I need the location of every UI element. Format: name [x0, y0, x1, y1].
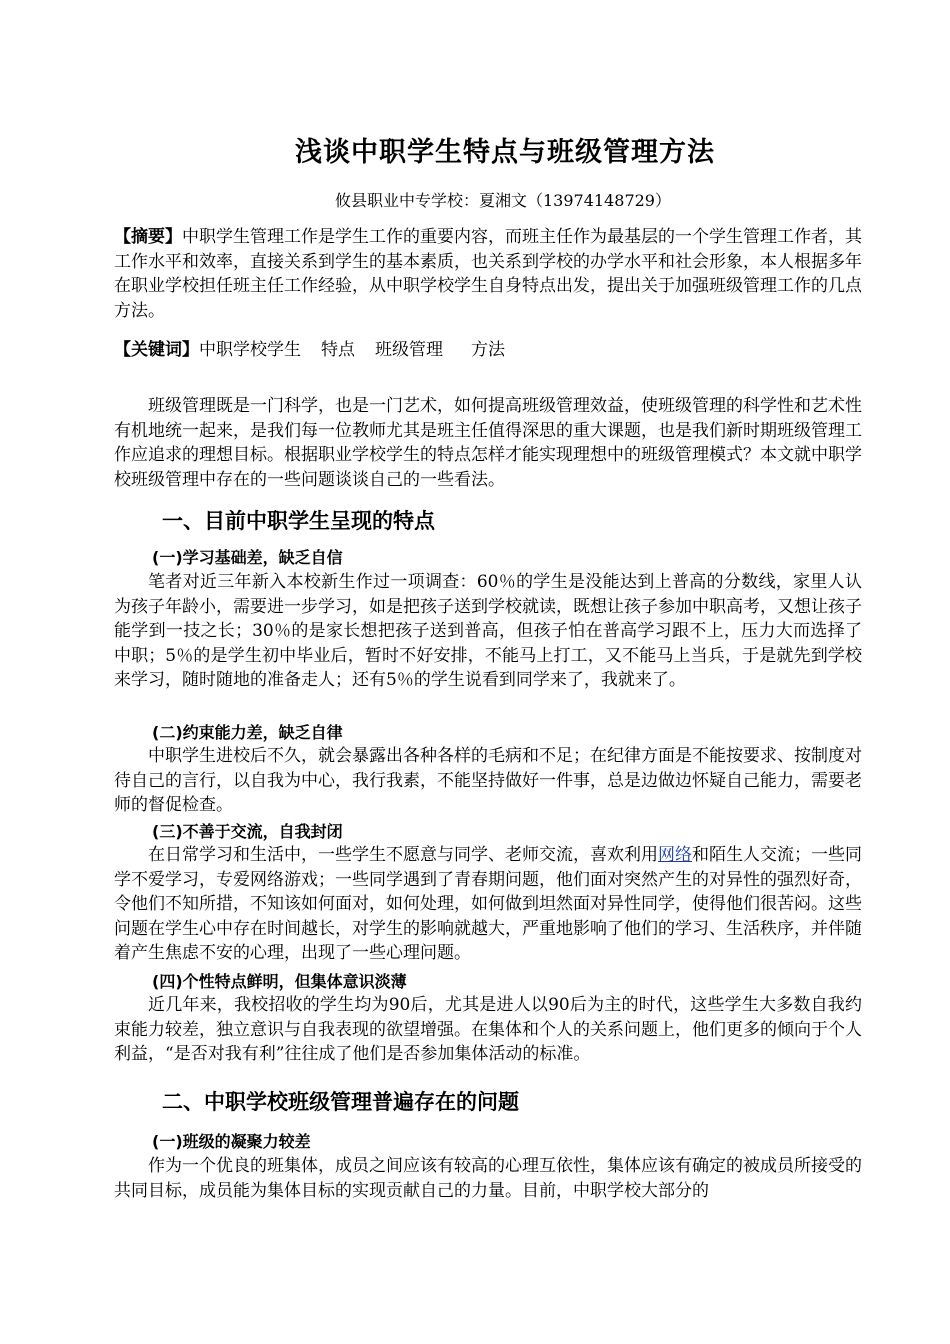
subsection-heading: (一)学习基础差，缺乏自信	[152, 548, 343, 567]
subsection-heading: (二)约束能力差，缺乏自律	[152, 723, 343, 742]
author-line: 攸县职业中专学校：夏湘文（13974148729）	[335, 191, 671, 210]
subsection-heading: (三)不善于交流，自我封闭	[152, 822, 343, 841]
keyword-item: 中职学校学生	[199, 340, 301, 360]
keyword-item: 班级管理	[375, 340, 443, 360]
document-title: 浅谈中职学生特点与班级管理方法	[295, 137, 715, 168]
keywords-label: 【关键词】	[114, 340, 199, 360]
body-paragraph: 近几年来，我校招收的学生均为90后，尤其是进人以90后为主的时代，这些学生大多数自我约束能力较差，独立意识与自我表现的欲望增强。在集体和个人的关系问题上，他们更多的倾向于个人利益，“是否对我有利”往往成了他们是否参加集体活动的标准。	[114, 995, 862, 1064]
body-paragraph	[114, 843, 862, 966]
section-heading: 一、目前中职学生呈现的特点	[162, 509, 435, 533]
keyword-item: 方法	[471, 340, 505, 360]
keywords-line	[114, 338, 862, 363]
body-text: 在日常学习和生活中，一些学生不愿意与同学、老师交流，喜欢利用	[148, 845, 658, 865]
abstract-paragraph	[114, 225, 862, 323]
abstract-text: 中职学生管理工作是学生工作的重要内容，而班主任作为最基层的一个学生管理工作者，其工作水平和效率，直接关系到学生的基本素质，也关系到学校的办学水平和社会形象，本人根据多年在职业学校担任班主任工作经验，从中职学校学生自身特点出发，提出关于加强班级管理工作的几点方法。	[114, 227, 862, 321]
network-link[interactable]: 网络	[658, 845, 692, 865]
intro-paragraph: 班级管理既是一门科学，也是一门艺术，如何提高班级管理效益，使班级管理的科学性和艺术性有机地统一起来，是我们每一位教师尤其是班主任值得深思的重大课题，也是我们新时期班级管理工作应追求的理想目标。根据职业学校学生的特点怎样才能实现理想中的班级管理模式？本文就中职学校班级管理中存在的一些问题谈谈自己的一些看法。	[114, 396, 862, 490]
abstract-label: 【摘要】	[114, 227, 182, 247]
body-paragraph: 作为一个优良的班集体，成员之间应该有较高的心理互依性，集体应该有确定的被成员所接受的共同目标，成员能为集体目标的实现贡献自己的力量。目前，中职学校大部分的	[114, 1156, 862, 1201]
keyword-item: 特点	[321, 340, 355, 360]
section-heading: 二、中职学校班级管理普遍存在的问题	[162, 1090, 519, 1114]
subsection-heading: (一)班级的凝聚力较差	[152, 1132, 311, 1151]
subsection-heading: (四)个性特点鲜明，但集体意识淡薄	[152, 972, 407, 991]
body-text: 和陌生人交流；一些同学不爱学习，专爱网络游戏；一些同学遇到了青春期问题，他们面对突然产生的对异性的强烈好奇，令他们不知所措，不知该如何面对，如何处理，如何做到坦然面对异性同学，使得他们很苦闷。这些问题在学生心中存在时间越长，对学生的影响就越大，严重地影响了他们的学习、生活秩序，并伴随着产生焦虑不安的心理，出现了一些心理问题。	[114, 845, 862, 963]
body-paragraph: 笔者对近三年新入本校新生作过一项调查：60％的学生是没能达到上普高的分数线，家里人认为孩子年龄小，需要进一步学习，如是把孩子送到学校就读，既想让孩子参加中职高考，又想让孩子能学到一技之长；30％的是家长想把孩子送到普高，但孩子怕在普高学习跟不上，压力大而选择了中职；5％的是学生初中毕业后，暂时不好安排，不能马上打工，又不能马上当兵，于是就先到学校来学习，随时随地的准备走人；还有5％的学生说看到同学来了，我就来了。	[114, 572, 862, 690]
body-paragraph: 中职学生进校后不久，就会暴露出各种各样的毛病和不足；在纪律方面是不能按要求、按制度对待自己的言行，以自我为中心，我行我素，不能坚持做好一件事，总是边做边怀疑自己能力，需要老师的督促检查。	[114, 746, 862, 815]
